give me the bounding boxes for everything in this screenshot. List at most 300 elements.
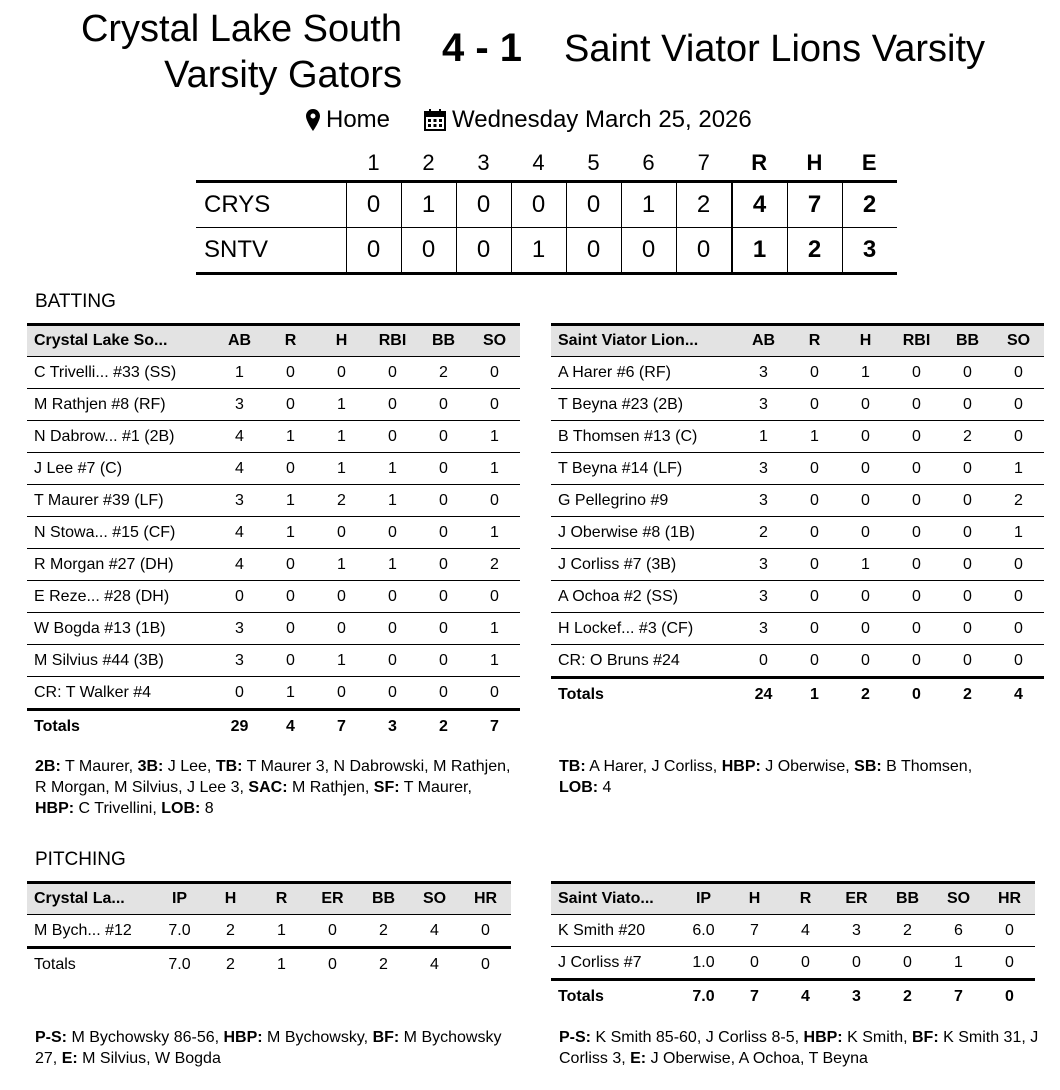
errors-header: E [861, 150, 877, 175]
stat-cell: 0 [840, 613, 891, 645]
note-text: T Maurer, [60, 758, 138, 775]
totals-cell: 7 [750, 987, 759, 1005]
stat-cell: 0 [367, 645, 418, 677]
stat-cell: 0 [789, 645, 840, 678]
totals-cell: 3 [388, 717, 397, 735]
away-batting-container [551, 323, 1044, 710]
team-column-header: Crystal La... [27, 883, 154, 915]
stat-column-header: R [789, 325, 840, 357]
stat-cell: 1 [265, 517, 316, 549]
totals-cell: 0 [1005, 987, 1014, 1005]
stat-cell: 1 [789, 421, 840, 453]
stat-cell: 0 [789, 581, 840, 613]
totals-cell: 7 [490, 717, 499, 735]
stat-cell: 2 [316, 485, 367, 517]
inning-header: 5 [587, 150, 600, 175]
stat-cell: 0 [418, 421, 469, 453]
stat-cell: 0 [891, 613, 942, 645]
totals-cell: 1 [277, 955, 286, 973]
stat-cell: 0 [891, 581, 942, 613]
player-name: R Morgan #27 (DH) [27, 549, 214, 581]
totals-label: Totals [558, 685, 604, 703]
totals-cell: 0 [328, 955, 337, 973]
inning-runs: 0 [401, 228, 456, 274]
stat-column-header: ER [831, 883, 882, 915]
stat-cell: 0 [984, 915, 1035, 947]
player-name: N Dabrow... #1 (2B) [27, 421, 214, 453]
totals-cell: 4 [1014, 685, 1023, 703]
table-row [551, 549, 1044, 581]
totals-cell: 0 [912, 685, 921, 703]
stat-cell: 7.0 [154, 915, 205, 948]
stat-cell: 0 [891, 549, 942, 581]
totals-cell: 2 [963, 685, 972, 703]
stat-column-header: H [205, 883, 256, 915]
totals-cell: 3 [852, 987, 861, 1005]
team-column-header: Crystal Lake So... [27, 325, 214, 357]
stat-column-header: HR [460, 883, 511, 915]
stat-cell: 0 [942, 581, 993, 613]
stat-column-header: SO [993, 325, 1044, 357]
stat-cell: 1 [469, 645, 520, 677]
stat-cell: 0 [460, 915, 511, 948]
totals-row [27, 948, 511, 981]
date-label: Wednesday March 25, 2026 [452, 106, 752, 133]
stat-cell: 0 [780, 947, 831, 980]
stat-cell: 1 [469, 421, 520, 453]
note-key: E: [61, 1050, 78, 1067]
stat-column-header: H [840, 325, 891, 357]
stat-cell: 0 [789, 453, 840, 485]
note-key: LOB: [161, 800, 201, 817]
player-name: M Bych... #12 [27, 915, 154, 948]
stat-cell: 2 [418, 357, 469, 389]
stat-cell: 0 [891, 485, 942, 517]
inning-header: 7 [697, 150, 710, 175]
stat-cell: 0 [469, 581, 520, 613]
stat-cell: 0 [265, 581, 316, 613]
stat-cell: 0 [316, 357, 367, 389]
stat-cell: 0 [891, 453, 942, 485]
totals-cell: 4 [801, 987, 810, 1005]
totals-cell: 2 [379, 955, 388, 973]
stat-cell: 0 [993, 645, 1044, 678]
stat-cell: 0 [469, 357, 520, 389]
pitching-section-title: PITCHING [35, 849, 126, 870]
player-name: J Oberwise #8 (1B) [551, 517, 738, 549]
team-abbrev: CRYS [196, 182, 346, 228]
table-row [551, 947, 1035, 980]
stats-table [27, 323, 520, 742]
stat-cell: 0 [789, 549, 840, 581]
stat-cell: 0 [942, 453, 993, 485]
totals-cell: 7 [337, 717, 346, 735]
totals-cell: 24 [754, 685, 773, 703]
team-column-header: Saint Viator Lion... [551, 325, 738, 357]
totals-label: Totals [34, 717, 80, 735]
stat-column-header: R [256, 883, 307, 915]
totals-cell: 4 [430, 955, 439, 973]
stat-cell: 3 [831, 915, 882, 947]
stat-column-header: HR [984, 883, 1035, 915]
total-hits: 7 [787, 182, 842, 228]
note-text: M Rathjen, [287, 779, 374, 796]
stat-cell: 0 [840, 581, 891, 613]
player-name: A Ochoa #2 (SS) [551, 581, 738, 613]
stat-cell: 2 [205, 915, 256, 948]
total-hits: 2 [787, 228, 842, 274]
table-row [551, 517, 1044, 549]
stat-cell: 0 [738, 645, 789, 678]
table-row [27, 915, 511, 948]
table-row [27, 453, 520, 485]
note-text: A Harer, J Corliss, [585, 758, 722, 775]
location-label: Home [326, 106, 391, 133]
stat-cell: 0 [942, 485, 993, 517]
totals-cell: 2 [903, 987, 912, 1005]
total-errors: 2 [842, 182, 897, 228]
stat-cell: 0 [942, 389, 993, 421]
inning-runs: 0 [346, 182, 401, 228]
note-text: 4 [598, 779, 612, 796]
stat-cell: 0 [367, 677, 418, 710]
stat-cell: 6.0 [678, 915, 729, 947]
stat-cell: 0 [993, 357, 1044, 389]
table-row [27, 645, 520, 677]
stat-cell: 0 [469, 485, 520, 517]
note-text: K Smith 31, J Corliss 3, [559, 1029, 1039, 1067]
stat-column-header: RBI [367, 325, 418, 357]
inning-runs: 2 [676, 182, 732, 228]
stat-cell: 0 [418, 613, 469, 645]
stat-cell: 0 [367, 421, 418, 453]
stat-cell: 1 [469, 453, 520, 485]
inning-runs: 0 [621, 228, 676, 274]
stat-column-header: ER [307, 883, 358, 915]
stat-cell: 3 [738, 453, 789, 485]
stat-cell: 0 [367, 581, 418, 613]
note-text: J Lee, [163, 758, 216, 775]
player-name: B Thomsen #13 (C) [551, 421, 738, 453]
stat-cell: 0 [367, 357, 418, 389]
away-pitching-container [551, 881, 1035, 1012]
stat-cell: 0 [840, 421, 891, 453]
stat-cell: 1 [367, 549, 418, 581]
stat-cell: 2 [469, 549, 520, 581]
stat-cell: 0 [418, 581, 469, 613]
stat-cell: 0 [265, 357, 316, 389]
stat-cell: 0 [418, 517, 469, 549]
stat-cell: 0 [882, 947, 933, 980]
stat-cell: 0 [789, 357, 840, 389]
team-abbrev: SNTV [196, 228, 346, 274]
stat-cell: 1 [256, 915, 307, 948]
stat-column-header: SO [469, 325, 520, 357]
totals-cell: 29 [230, 717, 249, 735]
stat-cell: 0 [891, 517, 942, 549]
line-score-table [196, 146, 897, 275]
player-name: J Lee #7 (C) [27, 453, 214, 485]
stats-table [551, 881, 1035, 1012]
stat-cell: 0 [891, 421, 942, 453]
stat-cell: 0 [418, 645, 469, 677]
stat-cell: 0 [942, 645, 993, 678]
table-row [27, 357, 520, 389]
stat-cell: 2 [942, 421, 993, 453]
player-name: A Harer #6 (RF) [551, 357, 738, 389]
inning-runs: 0 [566, 182, 621, 228]
player-name: T Maurer #39 (LF) [27, 485, 214, 517]
table-row [27, 549, 520, 581]
stat-column-header: SO [933, 883, 984, 915]
table-row [27, 485, 520, 517]
note-key: SAC: [248, 779, 288, 796]
note-key: HBP: [35, 800, 75, 817]
stat-cell: 3 [214, 645, 265, 677]
stat-column-header: RBI [891, 325, 942, 357]
stat-cell: 4 [214, 549, 265, 581]
stat-cell: 4 [214, 453, 265, 485]
note-key: BF: [911, 1029, 939, 1046]
stat-cell: 0 [367, 517, 418, 549]
note-key: P-S: [559, 1029, 591, 1046]
inning-runs: 0 [511, 182, 566, 228]
home-pitching-container [27, 881, 511, 980]
stat-cell: 0 [469, 389, 520, 421]
note-key: HBP: [223, 1029, 263, 1046]
stat-cell: 1 [316, 421, 367, 453]
note-key: E: [630, 1050, 647, 1067]
stat-cell: 0 [942, 613, 993, 645]
stat-cell: 1 [840, 357, 891, 389]
home-team-line2: Varsity Gators [164, 54, 402, 96]
inning-runs: 0 [456, 228, 511, 274]
stat-cell: 3 [214, 485, 265, 517]
stat-cell: 0 [840, 645, 891, 678]
away-team-name: Saint Viator Lions Varsity [564, 28, 986, 70]
stat-cell: 0 [367, 613, 418, 645]
inning-header: 4 [532, 150, 545, 175]
line-score-row [196, 182, 897, 228]
stat-cell: 4 [214, 421, 265, 453]
stat-cell: 0 [840, 389, 891, 421]
stat-cell: 0 [891, 357, 942, 389]
home-team-line1: Crystal Lake South [80, 8, 402, 50]
player-name: CR: T Walker #4 [27, 677, 214, 710]
stat-cell: 0 [840, 517, 891, 549]
stat-cell: 1 [993, 453, 1044, 485]
totals-row [27, 710, 520, 743]
note-text: B Thomsen, [881, 758, 973, 775]
stat-cell: 0 [942, 549, 993, 581]
note-text: K Smith, [842, 1029, 912, 1046]
note-key: 2B: [35, 758, 61, 775]
note-key: P-S: [35, 1029, 67, 1046]
inning-runs: 0 [566, 228, 621, 274]
player-name: M Rathjen #8 (RF) [27, 389, 214, 421]
stat-cell: 0 [316, 517, 367, 549]
stat-cell: 1 [367, 485, 418, 517]
away-batting-notes [559, 756, 999, 798]
player-name: J Corliss #7 (3B) [551, 549, 738, 581]
totals-cell: 1 [810, 685, 819, 703]
stat-cell: 1 [469, 613, 520, 645]
stat-cell: 0 [891, 389, 942, 421]
stat-cell: 0 [469, 677, 520, 710]
stat-column-header: IP [678, 883, 729, 915]
home-team-name [0, 6, 402, 98]
stat-cell: 1 [316, 645, 367, 677]
stat-cell: 1 [933, 947, 984, 980]
totals-cell: 4 [286, 717, 295, 735]
stat-column-header: BB [942, 325, 993, 357]
stat-cell: 0 [993, 421, 1044, 453]
note-text: K Smith 85-60, J Corliss 8-5, [591, 1029, 804, 1046]
stat-column-header: H [316, 325, 367, 357]
totals-cell: 7.0 [168, 955, 191, 973]
home-pitching-notes [35, 1027, 515, 1069]
note-text: T Maurer 3, N Dabrowski, M Rathjen, R Morgan, M Silvius, J Lee 3, [35, 758, 511, 796]
stat-cell: 1 [993, 517, 1044, 549]
stats-table [551, 323, 1044, 710]
inning-header: 3 [477, 150, 490, 175]
stat-column-header: IP [154, 883, 205, 915]
note-text: C Trivellini, [74, 800, 162, 817]
stat-column-header: BB [358, 883, 409, 915]
table-row [27, 389, 520, 421]
table-row [551, 915, 1035, 947]
inning-runs: 1 [511, 228, 566, 274]
stat-cell: 3 [738, 357, 789, 389]
stat-cell: 0 [367, 389, 418, 421]
stat-cell: 0 [840, 453, 891, 485]
stat-cell: 4 [214, 517, 265, 549]
stat-cell: 1 [265, 485, 316, 517]
inning-runs: 0 [456, 182, 511, 228]
inning-runs: 0 [346, 228, 401, 274]
runs-header: R [751, 150, 768, 175]
note-key: TB: [215, 758, 243, 775]
total-runs: 4 [732, 182, 788, 228]
note-text: M Bychowsky 27, [35, 1029, 502, 1067]
player-name: J Corliss #7 [551, 947, 678, 980]
stat-cell: 0 [993, 389, 1044, 421]
stat-cell: 3 [738, 613, 789, 645]
table-row [551, 453, 1044, 485]
player-name: C Trivelli... #33 (SS) [27, 357, 214, 389]
inning-header: 6 [642, 150, 655, 175]
table-row [551, 485, 1044, 517]
stat-cell: 0 [984, 947, 1035, 980]
note-key: TB: [559, 758, 586, 775]
note-text: M Bychowsky, [262, 1029, 373, 1046]
table-row [27, 581, 520, 613]
note-text: M Silvius, W Bogda [77, 1050, 221, 1067]
inning-header: 1 [367, 150, 380, 175]
stat-cell: 1.0 [678, 947, 729, 980]
stat-cell: 2 [882, 915, 933, 947]
stat-cell: 0 [418, 389, 469, 421]
stat-cell: 7 [729, 915, 780, 947]
stat-column-header: BB [882, 883, 933, 915]
player-name: T Beyna #23 (2B) [551, 389, 738, 421]
stat-cell: 0 [789, 389, 840, 421]
stat-cell: 3 [214, 389, 265, 421]
player-name: K Smith #20 [551, 915, 678, 947]
note-key: SF: [373, 779, 400, 796]
note-key: 3B: [137, 758, 164, 775]
batting-section-title: BATTING [35, 291, 116, 312]
note-key: BF: [372, 1029, 400, 1046]
note-text: J Oberwise, A Ochoa, T Beyna [646, 1050, 868, 1067]
player-name: CR: O Bruns #24 [551, 645, 738, 678]
note-text: T Maurer, [399, 779, 472, 796]
player-name: E Reze... #28 (DH) [27, 581, 214, 613]
stat-cell: 3 [738, 581, 789, 613]
note-key: SB: [854, 758, 882, 775]
stat-column-header: H [729, 883, 780, 915]
totals-cell: 7 [954, 987, 963, 1005]
total-errors: 3 [842, 228, 897, 274]
stat-cell: 0 [418, 485, 469, 517]
stat-cell: 0 [214, 677, 265, 710]
table-row [551, 421, 1044, 453]
stat-cell: 0 [214, 581, 265, 613]
stat-cell: 0 [789, 613, 840, 645]
stat-cell: 1 [316, 453, 367, 485]
stat-cell: 3 [738, 389, 789, 421]
team-column-header: Saint Viato... [551, 883, 678, 915]
home-batting-container [27, 323, 520, 742]
stat-cell: 0 [316, 581, 367, 613]
table-row [551, 613, 1044, 645]
stat-cell: 4 [409, 915, 460, 948]
stat-cell: 1 [840, 549, 891, 581]
stat-cell: 1 [738, 421, 789, 453]
table-row [27, 517, 520, 549]
note-key: LOB: [559, 779, 599, 796]
stat-cell: 0 [265, 453, 316, 485]
stat-cell: 0 [891, 645, 942, 678]
home-batting-notes [35, 756, 515, 819]
stat-cell: 0 [789, 485, 840, 517]
totals-cell: 0 [481, 955, 490, 973]
stat-column-header: R [265, 325, 316, 357]
note-key: HBP: [721, 758, 761, 775]
totals-label: Totals [34, 955, 76, 973]
stat-column-header: AB [738, 325, 789, 357]
inning-runs: 0 [676, 228, 732, 274]
stat-cell: 0 [265, 549, 316, 581]
totals-cell: 2 [439, 717, 448, 735]
stat-cell: 1 [265, 677, 316, 710]
hits-header: H [806, 150, 823, 175]
stat-cell: 0 [316, 613, 367, 645]
stat-cell: 6 [933, 915, 984, 947]
totals-label: Totals [558, 987, 604, 1005]
table-row [27, 613, 520, 645]
stat-cell: 1 [367, 453, 418, 485]
table-row [551, 645, 1044, 678]
stat-cell: 3 [738, 485, 789, 517]
stat-cell: 0 [993, 613, 1044, 645]
inning-runs: 1 [621, 182, 676, 228]
location-pin-icon [306, 109, 320, 131]
stat-cell: 3 [738, 549, 789, 581]
stat-cell: 0 [418, 453, 469, 485]
line-score-row [196, 228, 897, 274]
totals-cell: 7.0 [692, 987, 715, 1005]
